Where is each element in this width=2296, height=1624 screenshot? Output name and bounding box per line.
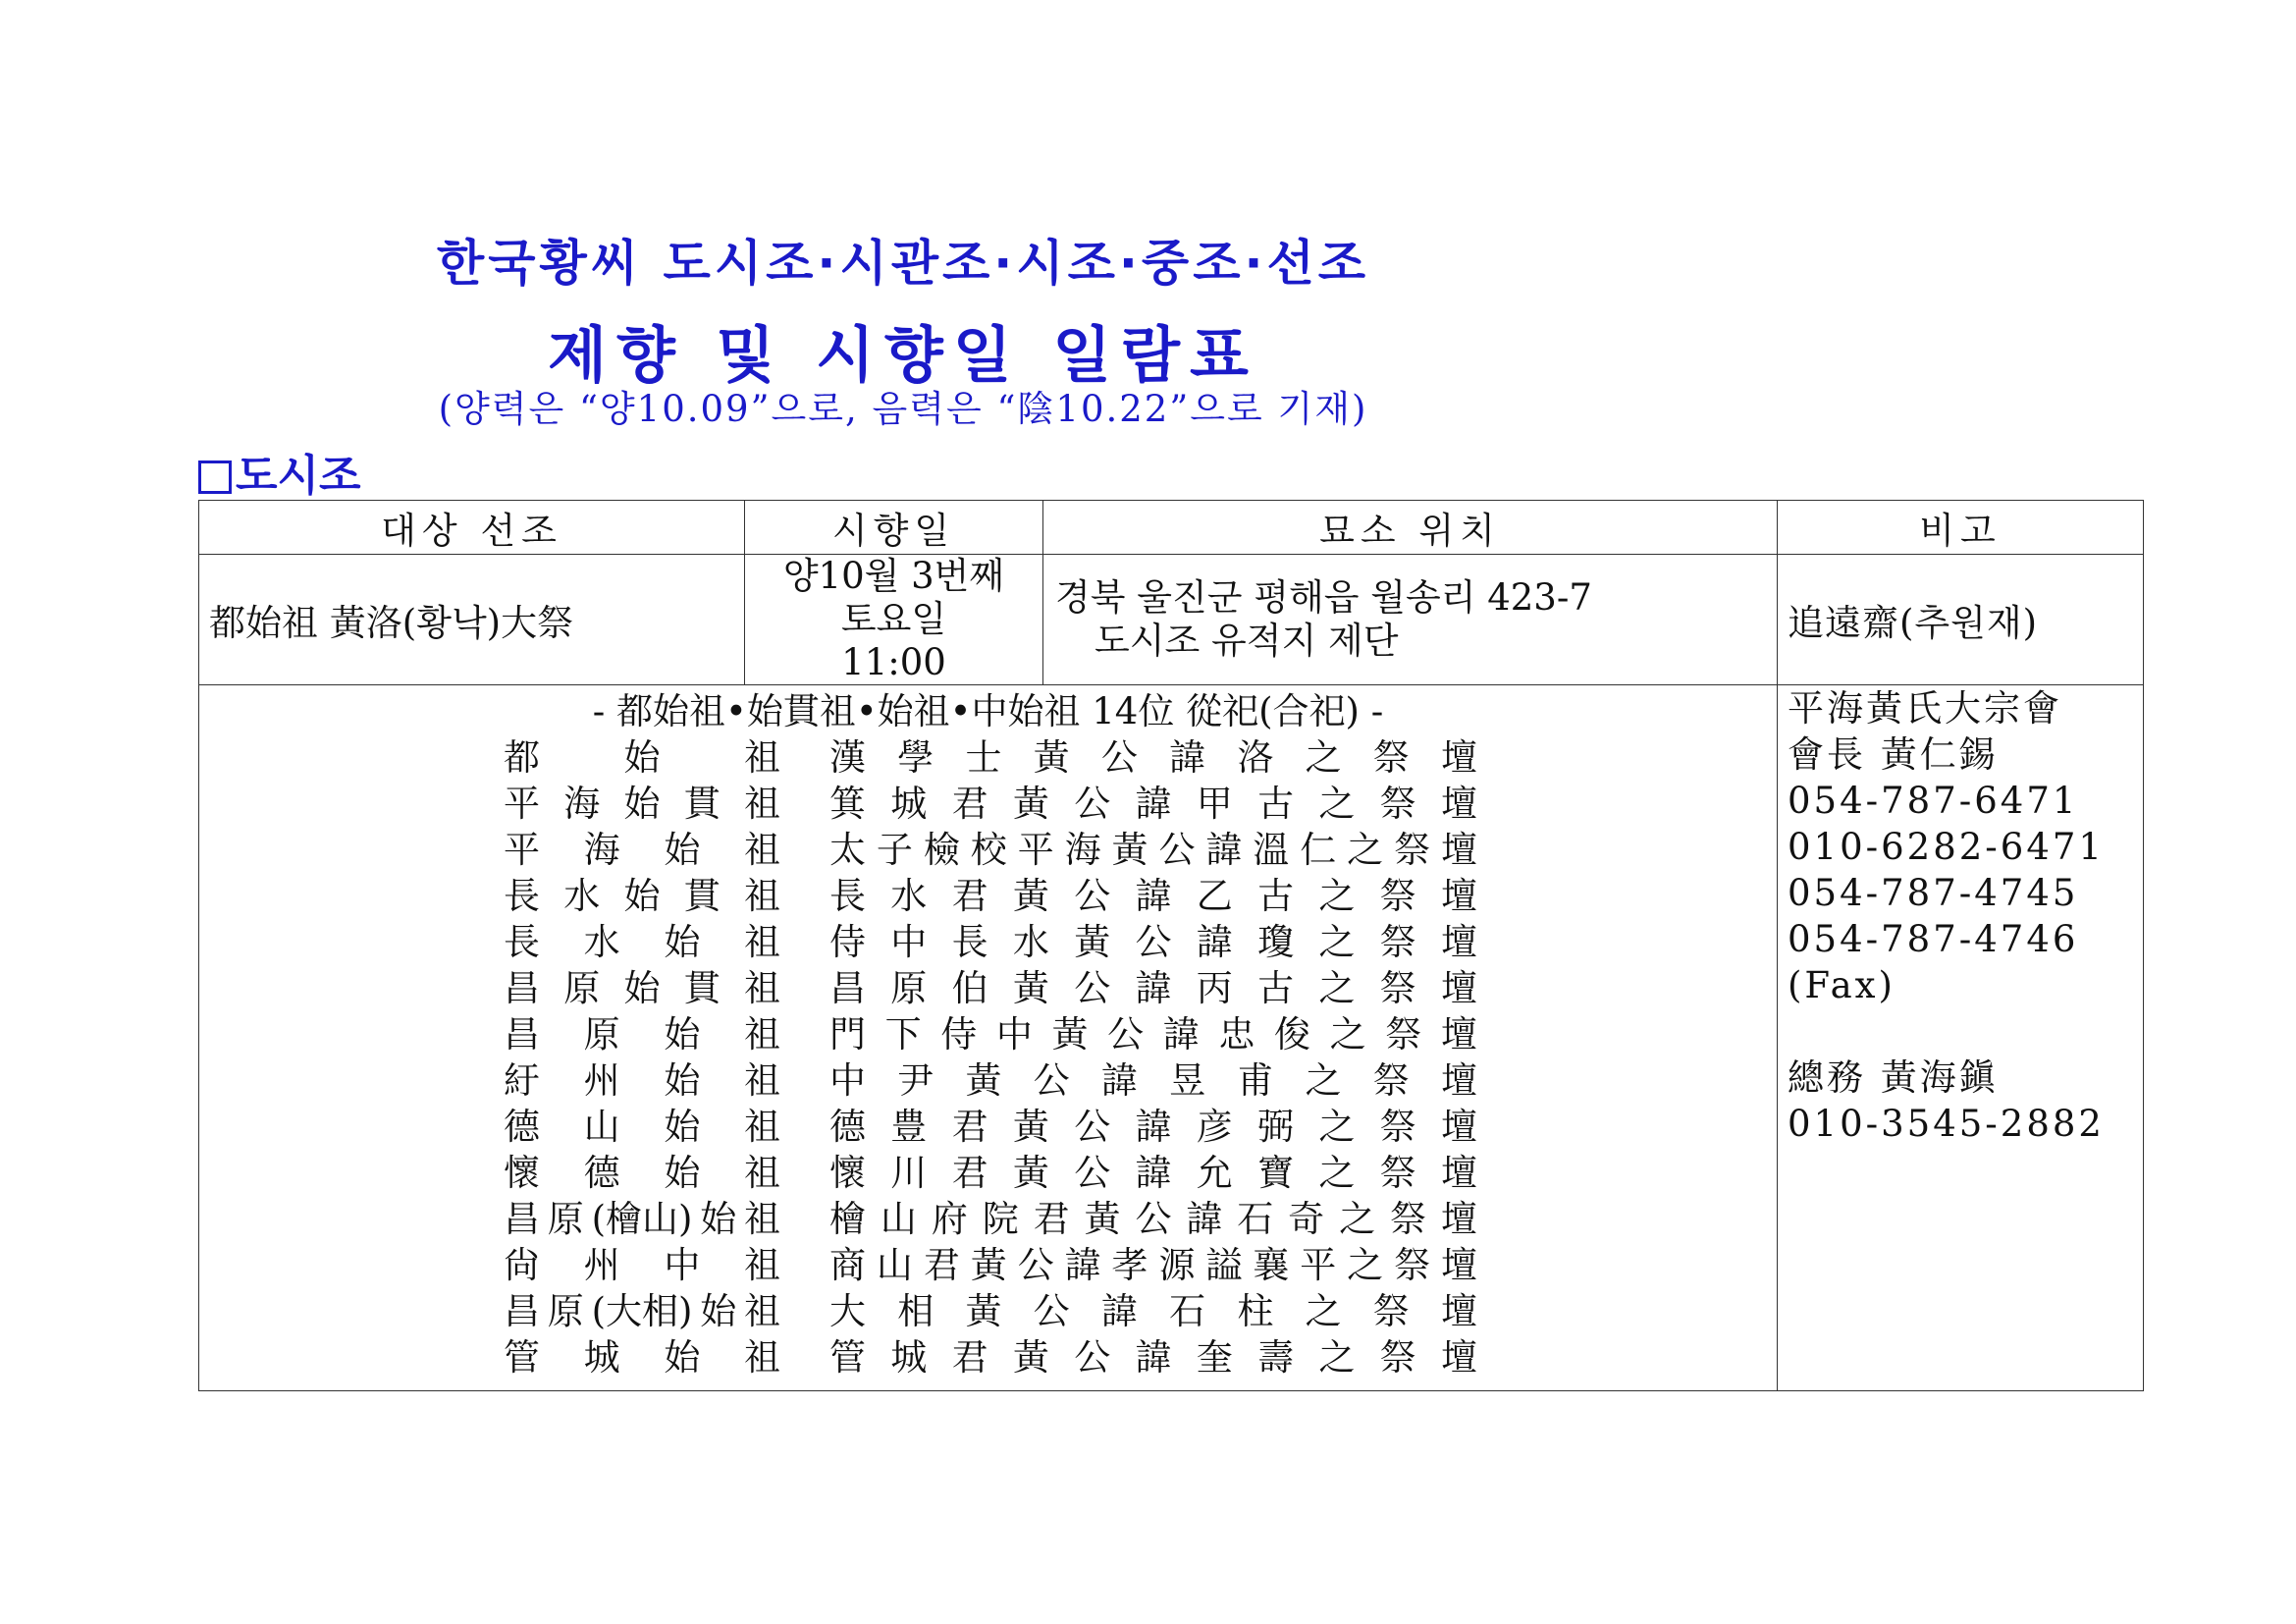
ancestor-title: 昌 原 (檜山) 始 祖	[504, 1198, 780, 1240]
table-header-row	[199, 501, 2144, 555]
ancestor-title: 紆 州 始 祖	[504, 1059, 780, 1102]
ancestor-title: 德 山 始 祖	[504, 1106, 780, 1148]
header-note: 비고	[1778, 501, 2144, 555]
altar-name: 長 水 君 黃 公 諱 乙 古 之 祭 壇	[829, 875, 1477, 917]
contact-line: 會長 黃仁錫	[1788, 733, 1999, 776]
list-item	[504, 1196, 1777, 1242]
contact-line: (Fax)	[1788, 964, 1896, 1006]
altar-name: 管 城 君 黃 公 諱 奎 壽 之 祭 壇	[829, 1336, 1477, 1379]
contact-line: 054-787-4745	[1788, 872, 2079, 914]
location-line: 경북 울진군 평해읍 월송리 423-7	[1055, 576, 1592, 619]
contact-line: 總務 黃海鎭	[1788, 1056, 1999, 1099]
target-ancestor: 都始祖 黃洛(황낙)大祭	[199, 555, 745, 685]
altar-name: 大 相 黃 公 諱 石 柱 之 祭 壇	[829, 1290, 1477, 1332]
altar-name: 門 下 侍 中 黃 公 諱 忠 俊 之 祭 壇	[829, 1013, 1477, 1056]
ancestor-title: 昌 原 (大相) 始 祖	[504, 1290, 780, 1332]
altar-name: 侍 中 長 水 黃 公 諱 瓊 之 祭 壇	[829, 921, 1477, 963]
altar-name: 昌 原 伯 黃 公 諱 丙 古 之 祭 壇	[829, 967, 1477, 1009]
section-heading	[198, 440, 361, 503]
list-item	[504, 1057, 1777, 1104]
schedule-table	[198, 500, 2144, 1391]
list-item	[504, 1150, 1777, 1196]
header-location: 묘소 위치	[1043, 501, 1778, 555]
ancestor-title: 長 水 始 祖	[504, 921, 780, 963]
contact-line	[1788, 1008, 2143, 1055]
list-item	[504, 873, 1777, 919]
list-item	[504, 781, 1777, 827]
contact-line: 054-787-4746	[1788, 918, 2079, 960]
ancestor-list-cell	[199, 685, 1778, 1391]
note: 追遠齋(추원재)	[1778, 555, 2144, 685]
header-target: 대상 선조	[199, 501, 745, 555]
contact-line: 平海黃氏大宗會	[1788, 687, 2062, 730]
table-row	[199, 685, 2144, 1391]
list-item	[504, 827, 1777, 873]
ancestor-title: 昌 原 始 祖	[504, 1013, 780, 1056]
contact-info	[1778, 685, 2144, 1391]
ancestor-title: 長 水 始 貫 祖	[504, 875, 780, 917]
doc-title-line1: 한국황씨 도시조·시관조·시조·중조·선조	[436, 235, 1370, 292]
list-item	[504, 1011, 1777, 1057]
date-line: 11:00	[841, 641, 946, 683]
date-line: 토요일	[840, 598, 947, 640]
contact-line: 054-787-6471	[1788, 780, 2079, 822]
header-date: 시향일	[745, 501, 1043, 555]
table-row	[199, 555, 2144, 685]
ceremony-date	[745, 555, 1043, 685]
list-item	[504, 1334, 1777, 1380]
altar-name: 中 尹 黃 公 諱 昱 甫 之 祭 壇	[829, 1059, 1477, 1102]
doc-title-line2: 제향 및 시향일 일람표	[548, 319, 1258, 391]
altar-name: 漢 學 士 黃 公 諱 洛 之 祭 壇	[829, 736, 1477, 779]
ancestor-list	[504, 734, 1777, 1380]
list-item	[504, 1242, 1777, 1288]
ancestor-title: 管 城 始 祖	[504, 1336, 780, 1379]
location-line: 도시조 유적지 제단	[1095, 620, 1399, 662]
altar-name: 德 豊 君 黃 公 諱 彦 弼 之 祭 壇	[829, 1106, 1477, 1148]
ancestor-title: 平 海 始 祖	[504, 829, 780, 871]
contact-line: 010-6282-6471	[1788, 826, 2105, 868]
altar-name: 懷 川 君 黃 公 諱 允 寶 之 祭 壇	[829, 1152, 1477, 1194]
ancestor-title: 平 海 始 貫 祖	[504, 783, 780, 825]
list-item	[504, 965, 1777, 1011]
contact-line: 010-3545-2882	[1788, 1103, 2105, 1145]
altar-name: 太 子 檢 校 平 海 黃 公 諱 溫 仁 之 祭 壇	[829, 829, 1477, 871]
ancestor-title: 昌 原 始 貫 祖	[504, 967, 780, 1009]
list-item	[504, 734, 1777, 781]
doc-subtitle: (양력은 “양10.09”으로, 음력은 “陰10.22”으로 기재)	[438, 388, 1368, 430]
section-title: 도시조	[236, 451, 361, 501]
ancestor-title: 尙 州 中 祖	[504, 1244, 780, 1286]
list-item	[504, 919, 1777, 965]
list-heading: - 都始祖•始貫祖•始祖•中始祖 14位 從祀(合祀) -	[592, 690, 1384, 732]
ancestor-title: 都 始 祖	[504, 736, 780, 779]
altar-name: 商 山 君 黃 公 諱 孝 源 謚 襄 平 之 祭 壇	[829, 1244, 1477, 1286]
list-item	[504, 1104, 1777, 1150]
date-line: 양10월 3번째	[782, 555, 1005, 597]
list-item	[504, 1288, 1777, 1334]
grave-location	[1043, 555, 1778, 685]
checkbox-square-icon	[198, 460, 232, 494]
ancestor-title: 懷 德 始 祖	[504, 1152, 780, 1194]
altar-name: 檜 山 府 院 君 黃 公 諱 石 奇 之 祭 壇	[829, 1198, 1477, 1240]
altar-name: 箕 城 君 黃 公 諱 甲 古 之 祭 壇	[829, 783, 1477, 825]
